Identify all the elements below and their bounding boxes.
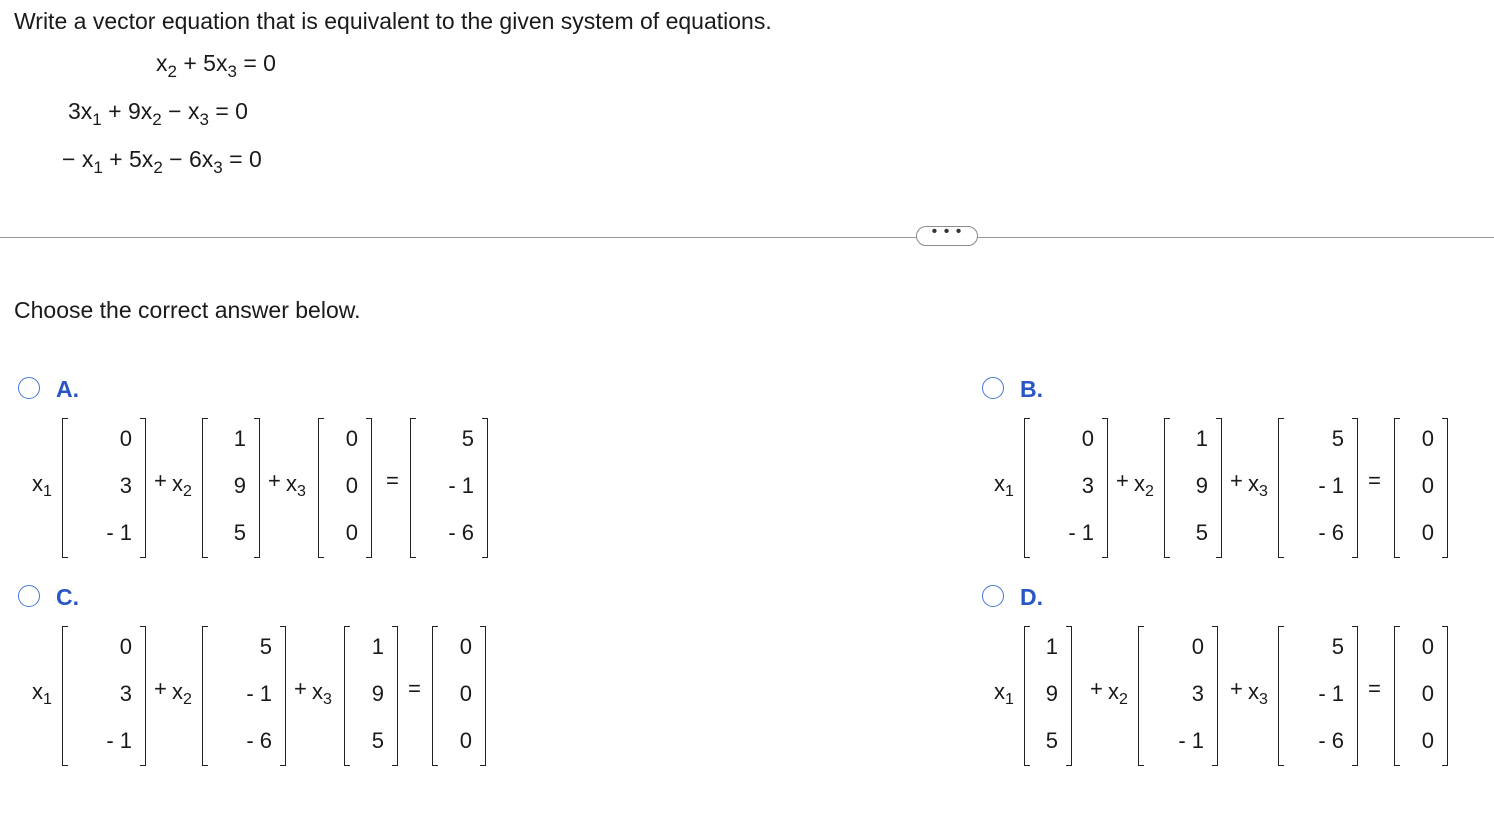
vector-4 bbox=[1394, 626, 1448, 766]
equation-1: $x_2 + 5x_3 = 0$ bbox=[156, 50, 276, 81]
option-d-equation bbox=[0, 626, 1494, 766]
vector-3 bbox=[1278, 626, 1358, 766]
option-b-radio[interactable] bbox=[982, 377, 1004, 399]
vector-entry: - 6 bbox=[246, 728, 272, 753]
vector-entry: - 1 bbox=[1318, 681, 1344, 706]
vector-4 bbox=[1394, 418, 1448, 558]
vector-entry: 5 bbox=[1195, 520, 1208, 545]
plus-sign: + bbox=[154, 676, 167, 701]
bracket-left bbox=[1138, 626, 1144, 766]
coefficient-x1: $x_1$ bbox=[994, 471, 1014, 500]
vector-entry: 0 bbox=[119, 426, 132, 451]
bracket-left bbox=[1278, 626, 1284, 766]
vector-entry: 0 bbox=[1421, 473, 1434, 498]
vector-entry: 5 bbox=[461, 426, 474, 451]
option-a-radio[interactable] bbox=[18, 377, 40, 399]
vector-3 bbox=[1278, 418, 1358, 558]
plus-sign: + bbox=[1230, 676, 1243, 701]
coefficient-x1: $x_1$ bbox=[32, 679, 52, 708]
vector-entry: 3 bbox=[119, 473, 132, 498]
vector-entry: - 6 bbox=[1318, 728, 1344, 753]
vector-entry: 1 bbox=[371, 634, 384, 659]
vector-entry: 0 bbox=[345, 426, 358, 451]
bracket-right bbox=[1102, 418, 1108, 558]
option-c-radio[interactable] bbox=[18, 585, 40, 607]
vector-entry: 0 bbox=[1421, 728, 1434, 753]
vector-entry: 0 bbox=[1081, 426, 1094, 451]
expand-ellipsis-button[interactable]: • • • bbox=[916, 226, 978, 246]
vector-entry: 5 bbox=[1045, 728, 1058, 753]
bracket-left bbox=[1024, 626, 1030, 766]
bracket-left bbox=[1024, 418, 1030, 558]
vector-entry: 3 bbox=[119, 681, 132, 706]
vector-entry: 5 bbox=[1331, 634, 1344, 659]
vector-entry: 9 bbox=[233, 473, 246, 498]
vector-entry: 0 bbox=[459, 728, 472, 753]
vector-entry: 1 bbox=[1045, 634, 1058, 659]
vector-2 bbox=[1164, 418, 1222, 558]
vector-entry: 0 bbox=[459, 634, 472, 659]
equation-2: $3x_1 + 9x_2 - x_3 = 0$ bbox=[68, 98, 248, 129]
bracket-right bbox=[1216, 418, 1222, 558]
coefficient-x2: $x_2$ bbox=[1134, 471, 1154, 500]
option-d-radio[interactable] bbox=[982, 585, 1004, 607]
bracket-right bbox=[1442, 418, 1448, 558]
plus-sign: + bbox=[268, 468, 281, 493]
option-d-letter[interactable]: D. bbox=[1020, 584, 1043, 610]
vector-entry: 5 bbox=[233, 520, 246, 545]
equals-sign: = bbox=[386, 468, 399, 493]
coefficient-x3: $x_3$ bbox=[286, 471, 306, 500]
equals-sign: = bbox=[1368, 468, 1381, 493]
coefficient-x2: $x_2$ bbox=[1108, 679, 1128, 708]
equals-sign: = bbox=[408, 676, 421, 701]
bracket-right bbox=[1442, 626, 1448, 766]
vector-entry: 5 bbox=[1331, 426, 1344, 451]
vector-entry: 0 bbox=[345, 520, 358, 545]
bracket-right bbox=[1066, 626, 1072, 766]
bracket-right bbox=[1212, 626, 1218, 766]
plus-sign: + bbox=[1230, 468, 1243, 493]
vector-entry: 0 bbox=[1191, 634, 1204, 659]
vector-entry: - 1 bbox=[1318, 473, 1344, 498]
vector-entry: 9 bbox=[1045, 681, 1058, 706]
equals-sign: = bbox=[1368, 676, 1381, 701]
vector-entry: 0 bbox=[1421, 426, 1434, 451]
coefficient-x1: $x_1$ bbox=[994, 679, 1014, 708]
plus-sign: + bbox=[154, 468, 167, 493]
vector-entry: 0 bbox=[345, 473, 358, 498]
vector-entry: - 1 bbox=[448, 473, 474, 498]
plus-sign: + bbox=[1090, 676, 1103, 701]
vector-1 bbox=[1024, 626, 1072, 766]
section-divider bbox=[0, 237, 1494, 238]
vector-entry: - 6 bbox=[1318, 520, 1344, 545]
vector-entry: - 1 bbox=[1068, 520, 1094, 545]
vector-entry: 0 bbox=[459, 681, 472, 706]
vector-2 bbox=[1138, 626, 1218, 766]
vector-entry: 0 bbox=[1421, 634, 1434, 659]
vector-entry: 5 bbox=[259, 634, 272, 659]
coefficient-x3: $x_3$ bbox=[312, 679, 332, 708]
vector-entry: 5 bbox=[371, 728, 384, 753]
coefficient-x2: $x_2$ bbox=[172, 679, 192, 708]
bracket-left bbox=[1394, 626, 1400, 766]
vector-entry: 9 bbox=[371, 681, 384, 706]
question-prompt: Write a vector equation that is equivalent to the given system of equations. bbox=[14, 8, 772, 34]
option-b-equation bbox=[0, 418, 1494, 558]
option-b-letter[interactable]: B. bbox=[1020, 376, 1043, 402]
option-a-letter[interactable]: A. bbox=[56, 376, 79, 402]
option-c-letter[interactable]: C. bbox=[56, 584, 79, 610]
bracket-left bbox=[1278, 418, 1284, 558]
bracket-right bbox=[1352, 626, 1358, 766]
bracket-left bbox=[1164, 418, 1170, 558]
vector-entry: 0 bbox=[1421, 520, 1434, 545]
coefficient-x3: $x_3$ bbox=[1248, 471, 1268, 500]
bracket-right bbox=[1352, 418, 1358, 558]
coefficient-x3: $x_3$ bbox=[1248, 679, 1268, 708]
bracket-left bbox=[1394, 418, 1400, 558]
vector-entry: 0 bbox=[119, 634, 132, 659]
vector-entry: - 6 bbox=[448, 520, 474, 545]
vector-entry: - 1 bbox=[246, 681, 272, 706]
vector-entry: 0 bbox=[1421, 681, 1434, 706]
vector-entry: 3 bbox=[1191, 681, 1204, 706]
vector-1 bbox=[1024, 418, 1108, 558]
plus-sign: + bbox=[294, 676, 307, 701]
choose-instruction: Choose the correct answer below. bbox=[14, 297, 361, 323]
plus-sign: + bbox=[1116, 468, 1129, 493]
equation-3: − $x_1 + 5x_2 - 6x_3 = 0$ bbox=[62, 146, 262, 177]
vector-entry: 1 bbox=[1195, 426, 1208, 451]
coefficient-x2: $x_2$ bbox=[172, 471, 192, 500]
vector-entry: 3 bbox=[1081, 473, 1094, 498]
vector-entry: - 1 bbox=[106, 520, 132, 545]
coefficient-x1: $x_1$ bbox=[32, 471, 52, 500]
vector-entry: - 1 bbox=[106, 728, 132, 753]
vector-entry: 9 bbox=[1195, 473, 1208, 498]
vector-entry: 1 bbox=[233, 426, 246, 451]
vector-entry: - 1 bbox=[1178, 728, 1204, 753]
